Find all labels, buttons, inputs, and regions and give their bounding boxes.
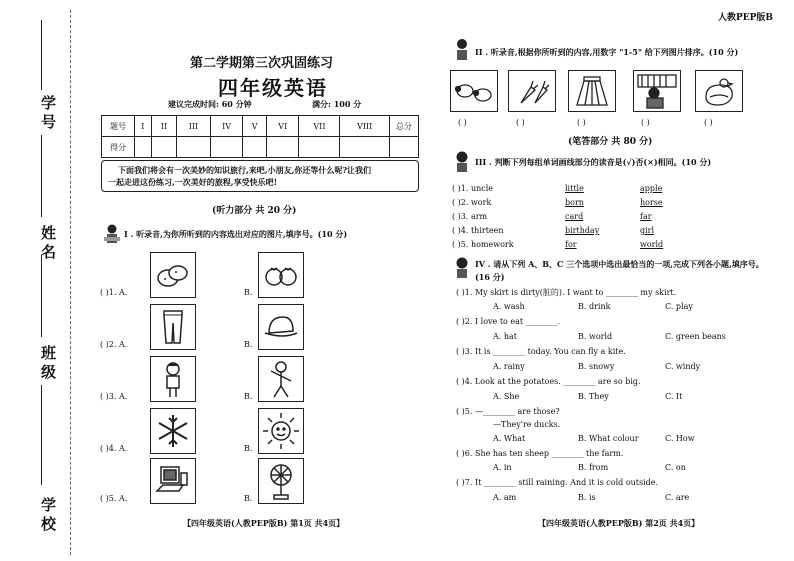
written-part-label: (笔答部分 共 80 分) [568, 137, 653, 147]
s4-q7-a: A. am [493, 493, 517, 502]
s4-q1-b: B. drink [578, 302, 611, 311]
s2-blank-5[interactable]: ( ) [704, 118, 713, 127]
s4-q7: ( )7. It ________ still raining. And it is cold outside. [456, 478, 659, 487]
section4-title: IV . 请从下列 A、B、C 三个选项中选出最恰当的一项,完成下列各小题,填序号。 [475, 259, 764, 269]
edition-badge: 人教PEP版B [718, 13, 774, 23]
s4-q6-c: C. on [665, 463, 686, 472]
school-label: 学校 [39, 497, 57, 535]
s1-item-4: ( )4. A. [100, 444, 128, 453]
sheep-icon [450, 70, 498, 112]
score-table-head: 题号 [102, 116, 135, 137]
s3-row-3-w3: far [640, 212, 652, 221]
s2-blank-1[interactable]: ( ) [458, 118, 467, 127]
s4-q5-c: C. How [665, 434, 695, 443]
s3-row-1-w2: little [565, 184, 584, 193]
score-cell[interactable] [151, 137, 176, 158]
time-info: 建议完成时间: 60 分钟 [168, 99, 252, 109]
score-cell[interactable] [267, 137, 299, 158]
score-row-label: 得分 [102, 137, 135, 158]
listener-kid-icon [452, 38, 472, 62]
section4-points: (16 分) [475, 272, 505, 282]
pants-icon [150, 304, 196, 350]
hat-icon [258, 304, 304, 350]
s3-row-4-w3: girl [640, 226, 655, 235]
s3-row-1-w3: apple [640, 184, 663, 193]
carrots-icon [508, 70, 556, 112]
number-label: 学号 [39, 95, 57, 133]
s4-q4-b: B. They [578, 392, 609, 401]
s3-row-4-w2: birthday [565, 226, 600, 235]
s3-row-5-w2: for [565, 240, 577, 249]
s1-item-5-b: B. [244, 494, 253, 503]
reader-kid-icon [101, 223, 123, 245]
s4-q2-a: A. hat [493, 332, 517, 341]
s4-q6: ( )6. She has ten sheep ________ the farm. [456, 449, 624, 458]
s1-item-5: ( )5. A. [100, 494, 128, 503]
girl-icon [150, 356, 196, 402]
exam-title: 第二学期第三次巩固练习 [190, 56, 334, 71]
footer-right: 【四年级英语(人教PEP版B) 第2页 共4页】 [538, 518, 700, 528]
s3-row-2: ( )2. work [452, 198, 492, 207]
score-cell[interactable] [177, 137, 211, 158]
s4-q4-c: C. It [665, 392, 683, 401]
score-col-8: VIII [340, 116, 390, 137]
section1-title: I . 听录音,为你所听到的内容选出对应的图片,填序号。(10 分) [124, 229, 348, 239]
s4-q4: ( )4. Look at the potatoes. ________ are so big. [456, 377, 641, 386]
footer-left: 【四年级英语(人教PEP版B) 第1页 共4页】 [183, 518, 345, 528]
s4-q3-b: B. snowy [578, 362, 615, 371]
farmer-icon [633, 70, 681, 112]
s1-item-1-b: B. [244, 288, 253, 297]
s1-item-4-b: B. [244, 444, 253, 453]
score-cell[interactable] [340, 137, 390, 158]
school-line [41, 385, 42, 485]
intro-line-1: 下面我们将会有一次美妙的知识旅行,来吧,小朋友,你还等什么呢?让我们 [118, 165, 372, 175]
s3-row-3-w2: card [565, 212, 584, 221]
score-col-2: II [151, 116, 176, 137]
cut-line [70, 10, 71, 555]
s4-q1-c: C. play [665, 302, 693, 311]
s1-item-3: ( )3. A. [100, 392, 128, 401]
number-line [41, 20, 42, 90]
score-info: 满分: 100 分 [312, 99, 362, 109]
s4-q3-c: C. windy [665, 362, 701, 371]
score-table [101, 115, 419, 158]
s1-item-3-b: B. [244, 392, 253, 401]
name-label: 姓名 [39, 225, 57, 263]
class-label: 班级 [39, 345, 57, 383]
s2-blank-2[interactable]: ( ) [516, 118, 525, 127]
score-cell[interactable] [243, 137, 267, 158]
score-col-1: I [135, 116, 152, 137]
s4-q6-a: A. in [493, 463, 512, 472]
listening-part-label: (听力部分 共 20 分) [212, 206, 297, 216]
section2-title: II . 听录音,根据你所听到的内容,用数字 "1-5" 给下列图片排序。(10 分) [475, 47, 739, 57]
s4-q7-c: C. are [665, 493, 690, 502]
s1-item-2-b: B. [244, 340, 253, 349]
score-col-7: VII [299, 116, 340, 137]
score-cell[interactable] [299, 137, 340, 158]
snowflake-icon [150, 408, 196, 454]
score-cell[interactable] [390, 137, 419, 158]
score-col-total: 总分 [390, 116, 419, 137]
class-line [41, 255, 42, 337]
s4-q3-a: A. rainy [493, 362, 525, 371]
s2-blank-4[interactable]: ( ) [641, 118, 650, 127]
s4-q2: ( )2. I love to eat ________. [456, 317, 561, 326]
s4-q2-b: B. world [578, 332, 613, 341]
s3-row-2-w3: horse [640, 198, 663, 207]
name-line [41, 135, 42, 217]
s3-row-4: ( )4. thirteen [452, 226, 504, 235]
s4-q5-b: B. What colour [578, 434, 639, 443]
score-cell[interactable] [135, 137, 152, 158]
s4-q2-c: C. green beans [665, 332, 726, 341]
section3-title: III . 判断下列每组单词画线部分的读音是(√)否(×)相同。(10 分) [475, 157, 712, 167]
score-col-6: VI [267, 116, 299, 137]
s4-q5-a: A. What [493, 434, 526, 443]
score-cell[interactable] [210, 137, 242, 158]
s3-row-3: ( )3. arm [452, 212, 488, 221]
s4-q1: ( )1. My skirt is dirty(脏的). I want to ________ my skirt. [456, 288, 677, 297]
hen-icon [695, 70, 743, 112]
s4-q3: ( )3. It is ________ today. You can fly a kite. [456, 347, 626, 356]
tomatoes-icon [258, 252, 304, 298]
binding-strip [0, 0, 80, 561]
s3-row-5-w3: world [640, 240, 664, 249]
intro-line-2: 一起走进这份练习,一次美好的旅程,享受快乐吧! [108, 177, 278, 187]
s2-blank-3[interactable]: ( ) [577, 118, 586, 127]
sun-icon [258, 408, 304, 454]
thinker-kid-icon [452, 150, 472, 174]
s3-row-1: ( )1. uncle [452, 184, 494, 193]
s1-item-1: ( )1. A. [100, 288, 128, 297]
s4-q4-a: A. She [493, 392, 520, 401]
s4-q1-a: A. wash [493, 302, 525, 311]
potatoes-icon [150, 252, 196, 298]
skirt-icon [568, 70, 616, 112]
s4-q7-b: B. is [578, 493, 596, 502]
s1-item-2: ( )2. A. [100, 340, 128, 349]
s3-row-2-w2: born [565, 198, 584, 207]
writer-kid-icon [452, 256, 472, 280]
s4-q5-reply: —They're ducks. [493, 420, 561, 429]
score-col-3: III [177, 116, 211, 137]
subject-title: 四年级英语 [218, 76, 328, 100]
boy-icon [258, 356, 304, 402]
s4-q5: ( )5. —________ are those? [456, 407, 560, 416]
s4-q6-b: B. from [578, 463, 609, 472]
fan-icon [258, 458, 304, 504]
computer-icon [150, 458, 196, 504]
intro-box [101, 160, 419, 192]
s3-row-5: ( )5. homework [452, 240, 514, 249]
score-col-4: IV [210, 116, 242, 137]
score-col-5: V [243, 116, 267, 137]
